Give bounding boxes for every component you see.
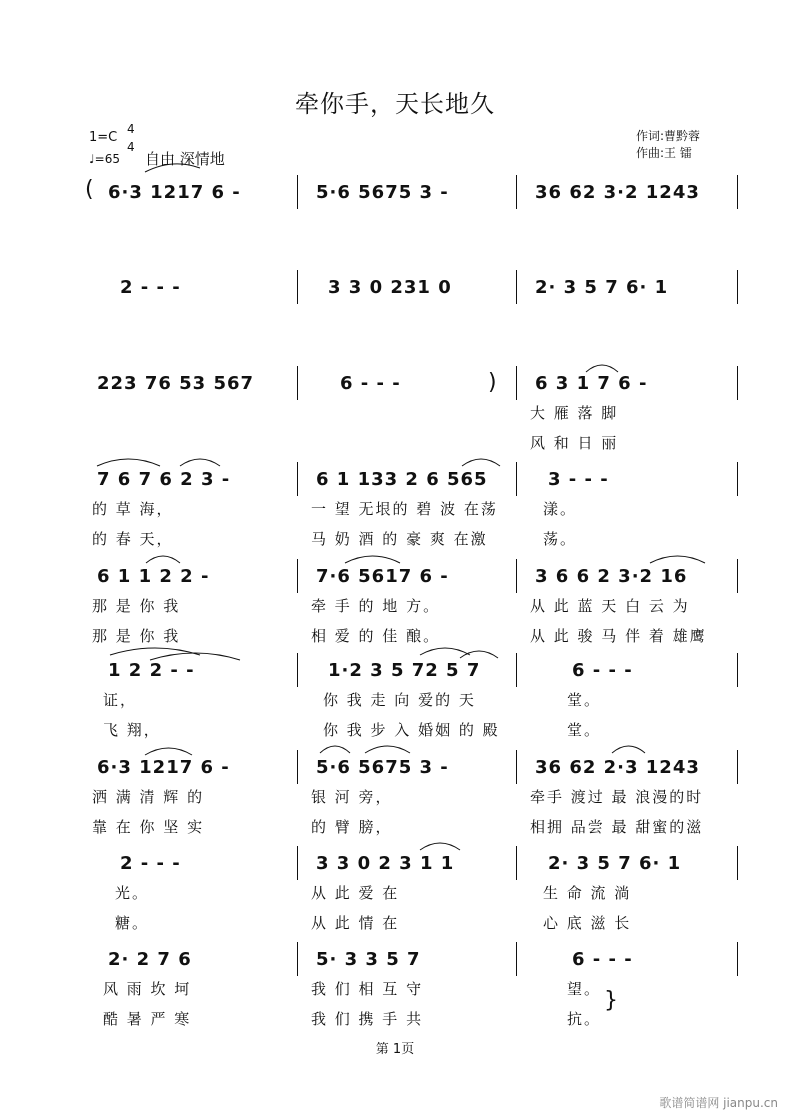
lyric-line-1: 光。 bbox=[115, 884, 150, 902]
measure-notes: 2· 3 5 7 6· 1 bbox=[535, 277, 669, 298]
lyric-line-1: 从 此 蓝 天 白 云 为 bbox=[530, 597, 690, 615]
bar-line bbox=[516, 846, 517, 880]
measure-notes: 1 2 2 - - bbox=[108, 660, 195, 681]
slur bbox=[650, 556, 705, 563]
quarter-note-icon: ♩ bbox=[89, 152, 95, 166]
slur bbox=[97, 459, 160, 466]
measure-notes: 6·3 1217 6 - bbox=[97, 757, 230, 778]
bar-line bbox=[737, 270, 738, 304]
bar-line bbox=[737, 175, 738, 209]
lyricist-credit: 作词:曹黔蓉 bbox=[636, 129, 701, 143]
lyric-line-1: 你 我 走 向 爱的 天 bbox=[323, 691, 476, 709]
bar-line bbox=[297, 270, 298, 304]
slur bbox=[145, 748, 192, 755]
watermark: 歌谱简谱网 jianpu.cn bbox=[659, 1096, 778, 1110]
lyric-line-2: 糖。 bbox=[115, 914, 150, 932]
lyric-line-2: 抗。 bbox=[567, 1010, 602, 1028]
tempo-marking: ♩=65 bbox=[89, 152, 120, 166]
intro-close-paren: ) bbox=[488, 370, 497, 395]
measure-notes: 2· 3 5 7 6· 1 bbox=[548, 853, 682, 874]
lyric-line-2: 你 我 步 入 婚姻 的 殿 bbox=[323, 721, 500, 739]
bar-line bbox=[737, 846, 738, 880]
measure-notes: 3 3 0 231 0 bbox=[328, 277, 452, 298]
lyric-line-1: 那 是 你 我 bbox=[92, 597, 181, 615]
lyric-line-1: 一 望 无垠的 碧 波 在荡 bbox=[311, 500, 498, 518]
bar-line bbox=[516, 653, 517, 687]
measure-notes: 5·6 5675 3 - bbox=[316, 182, 449, 203]
lyric-line-1: 的 草 海， bbox=[92, 500, 174, 518]
slur bbox=[146, 556, 180, 563]
bar-line bbox=[516, 942, 517, 976]
lyric-line-1: 牵 手 的 地 方。 bbox=[311, 597, 441, 615]
intro-open-paren: ( bbox=[85, 177, 94, 202]
bar-line bbox=[516, 559, 517, 593]
lyric-line-2: 堂。 bbox=[567, 721, 602, 739]
slur bbox=[420, 648, 470, 655]
lyric-line-2: 相拥 品尝 最 甜蜜的滋 bbox=[530, 818, 704, 836]
measure-notes: 6 - - - bbox=[572, 660, 633, 681]
bar-line bbox=[297, 559, 298, 593]
bar-line bbox=[516, 462, 517, 496]
bar-line bbox=[297, 750, 298, 784]
measure-notes: 6 3 1 7 6 - bbox=[535, 373, 648, 394]
lyric-line-2: 飞 翔， bbox=[103, 721, 161, 739]
slur bbox=[110, 648, 200, 655]
lyric-line-2: 荡。 bbox=[543, 530, 578, 548]
lyric-line-1: 从 此 爱 在 bbox=[311, 884, 400, 902]
time-signature-top: 4 bbox=[127, 122, 135, 136]
bar-line bbox=[516, 270, 517, 304]
slur bbox=[460, 651, 498, 658]
bar-line bbox=[516, 750, 517, 784]
lyric-line-2: 从 此 骏 马 伴 着 雄鹰 bbox=[530, 627, 707, 645]
measure-notes: 2 - - - bbox=[120, 853, 181, 874]
bar-line bbox=[297, 653, 298, 687]
bar-line bbox=[297, 846, 298, 880]
lyric-line-2: 靠 在 你 坚 实 bbox=[92, 818, 205, 836]
closing-brace: } bbox=[604, 988, 618, 1013]
slur bbox=[612, 746, 645, 753]
bar-line bbox=[737, 366, 738, 400]
slur bbox=[150, 653, 240, 660]
measure-notes: 36 62 2·3 1243 bbox=[535, 757, 700, 778]
lyric-line-1: 风 雨 坎 坷 bbox=[103, 980, 192, 998]
lyric-line-2: 心 底 滋 长 bbox=[543, 914, 632, 932]
bar-line bbox=[737, 462, 738, 496]
lyric-line-1: 洒 满 清 辉 的 bbox=[92, 788, 205, 806]
measure-notes: 6 1 133 2 6 565 bbox=[316, 469, 488, 490]
key-signature: 1=C bbox=[89, 130, 118, 145]
expression-marking: 自由 深情地 bbox=[145, 150, 225, 168]
slur bbox=[365, 746, 410, 753]
bar-line bbox=[737, 653, 738, 687]
measure-notes: 3 3 0 2 3 1 1 bbox=[316, 853, 455, 874]
bar-line bbox=[737, 942, 738, 976]
measure-notes: 36 62 3·2 1243 bbox=[535, 182, 700, 203]
lyric-line-2: 酷 暑 严 寒 bbox=[103, 1010, 192, 1028]
slur bbox=[586, 365, 618, 372]
measure-notes: 6 1 1 2 2 - bbox=[97, 566, 210, 587]
bar-line bbox=[297, 942, 298, 976]
lyric-line-2: 的 春 天， bbox=[92, 530, 174, 548]
measure-notes: 7·6 5617 6 - bbox=[316, 566, 449, 587]
lyric-line-2: 风 和 日 丽 bbox=[530, 434, 619, 452]
measure-notes: 3 6 6 2 3·2 16 bbox=[535, 566, 688, 587]
measure-notes: 1·2 3 5 72 5 7 bbox=[328, 660, 481, 681]
lyric-line-2: 那 是 你 我 bbox=[92, 627, 181, 645]
lyric-line-2: 马 奶 酒 的 豪 爽 在激 bbox=[311, 530, 488, 548]
song-title: 牵你手，天长地久 bbox=[295, 90, 495, 118]
page-number: 第 1页 bbox=[375, 1042, 415, 1057]
bar-line bbox=[297, 175, 298, 209]
bar-line bbox=[297, 366, 298, 400]
lyric-line-2: 的 臂 膀， bbox=[311, 818, 393, 836]
composer-credit: 作曲:王 镭 bbox=[636, 146, 692, 160]
lyric-line-1: 我 们 相 互 守 bbox=[311, 980, 424, 998]
measure-notes: 223 76 53 567 bbox=[97, 373, 255, 394]
bar-line bbox=[297, 462, 298, 496]
lyric-line-2: 相 爱 的 佳 酿。 bbox=[311, 627, 441, 645]
measure-notes: 6·3 1217 6 - bbox=[108, 182, 241, 203]
slur bbox=[462, 459, 500, 466]
bar-line bbox=[737, 750, 738, 784]
bar-line bbox=[516, 175, 517, 209]
time-signature-bottom: 4 bbox=[127, 140, 135, 154]
measure-notes: 6 - - - bbox=[572, 949, 633, 970]
bar-line bbox=[737, 559, 738, 593]
lyric-line-1: 牵手 渡过 最 浪漫的时 bbox=[530, 788, 704, 806]
measure-notes: 2· 2 7 6 bbox=[108, 949, 192, 970]
slur bbox=[180, 459, 220, 466]
measure-notes: 6 - - - bbox=[340, 373, 401, 394]
measure-notes: 7 6 7 6 2 3 - bbox=[97, 469, 231, 490]
lyric-line-2: 从 此 情 在 bbox=[311, 914, 400, 932]
lyric-line-1: 生 命 流 淌 bbox=[543, 884, 632, 902]
lyric-line-1: 证， bbox=[103, 691, 138, 709]
measure-notes: 3 - - - bbox=[548, 469, 609, 490]
bar-line bbox=[516, 366, 517, 400]
slur bbox=[345, 556, 400, 563]
lyric-line-1: 堂。 bbox=[567, 691, 602, 709]
lyric-line-1: 望。 bbox=[567, 980, 602, 998]
lyric-line-2: 我 们 携 手 共 bbox=[311, 1010, 424, 1028]
lyric-line-1: 漾。 bbox=[543, 500, 578, 518]
slur bbox=[420, 843, 460, 850]
measure-notes: 2 - - - bbox=[120, 277, 181, 298]
lyric-line-1: 银 河 旁， bbox=[311, 788, 393, 806]
measure-notes: 5· 3 3 5 7 bbox=[316, 949, 421, 970]
measure-notes: 5·6 5675 3 - bbox=[316, 757, 449, 778]
slur bbox=[320, 746, 350, 753]
lyric-line-1: 大 雁 落 脚 bbox=[530, 404, 619, 422]
